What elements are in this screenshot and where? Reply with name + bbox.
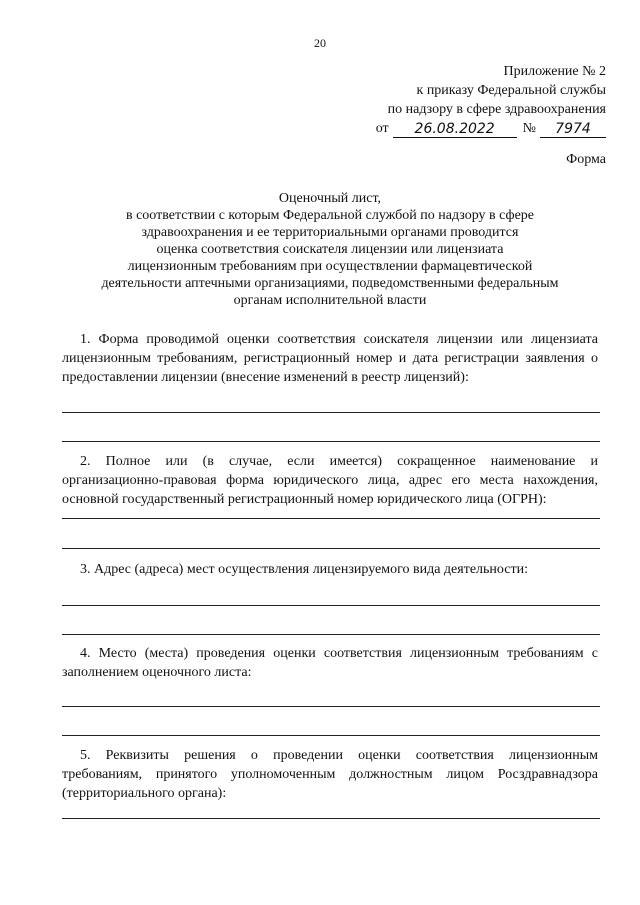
order-date-handwritten: 26.08.2022 xyxy=(393,121,517,138)
appendix-order-ref: к приказу Федеральной службы xyxy=(416,83,606,98)
title-line: оценка соответствия соискателя лицензии или лицензиата xyxy=(156,242,504,257)
form-item-5 xyxy=(62,746,598,803)
form-item-text: 1. Форма проводимой оценки соответствия соискателя лицензии или лицензиата лицензионным требованиям, регистрационный номер и дата регистрации заявления о предоставлении лицензии (внесение изменений в реестр лицензий): xyxy=(62,332,598,385)
form-item-text: 5. Реквизиты решения о проведении оценки соответствия лицензионным требованиям, принятого уполномоченным должностным лицом Росздравнадзора (территориального органа): xyxy=(62,748,598,801)
answer-line[interactable] xyxy=(62,518,600,519)
page-number: 20 xyxy=(314,36,326,50)
form-item-3 xyxy=(62,560,598,579)
appendix-header xyxy=(376,62,606,138)
answer-line[interactable] xyxy=(62,548,600,549)
answer-line[interactable] xyxy=(62,706,600,707)
answer-line[interactable] xyxy=(62,412,600,413)
appendix-title: Приложение № 2 xyxy=(503,64,606,79)
form-item-2 xyxy=(62,452,598,509)
order-date-number-line xyxy=(376,119,606,138)
title-line: лицензионным требованиям при осуществлении фармацевтической xyxy=(127,259,533,274)
answer-line[interactable] xyxy=(62,735,600,736)
document-title xyxy=(60,190,600,309)
number-label: № xyxy=(522,121,536,136)
title-line: органам исполнительной власти xyxy=(233,293,427,308)
title-line: деятельности аптечными организациями, подведомственными федеральным xyxy=(101,276,559,291)
title-line: в соответствии с которым Федеральной службой по надзору в сфере xyxy=(125,208,535,223)
answer-line[interactable] xyxy=(62,605,600,606)
form-item-1 xyxy=(62,330,598,387)
form-item-4 xyxy=(62,644,598,682)
order-number-handwritten: 7974 xyxy=(540,121,606,138)
form-item-text: 3. Адрес (адреса) мест осуществления лицензируемого вида деятельности: xyxy=(80,562,528,577)
answer-line[interactable] xyxy=(62,818,600,819)
form-item-text: 2. Полное или (в случае, если имеется) сокращенное наименование и организационно-правовая форма юридического лица, адрес его места нахождения, основной государственный регистрационный номер юридического лица (ОГРН): xyxy=(62,454,598,507)
from-label: от xyxy=(375,121,389,136)
form-label: Форма xyxy=(566,152,606,167)
appendix-agency: по надзору в сфере здравоохранения xyxy=(387,102,606,117)
title-line: Оценочный лист, xyxy=(278,191,382,206)
title-line: здравоохранения и ее территориальными органами проводится xyxy=(141,225,519,240)
form-item-text: 4. Место (места) проведения оценки соответствия лицензионным требованиям с заполнением оценочного листа: xyxy=(62,646,598,680)
answer-line[interactable] xyxy=(62,441,600,442)
answer-line[interactable] xyxy=(62,634,600,635)
